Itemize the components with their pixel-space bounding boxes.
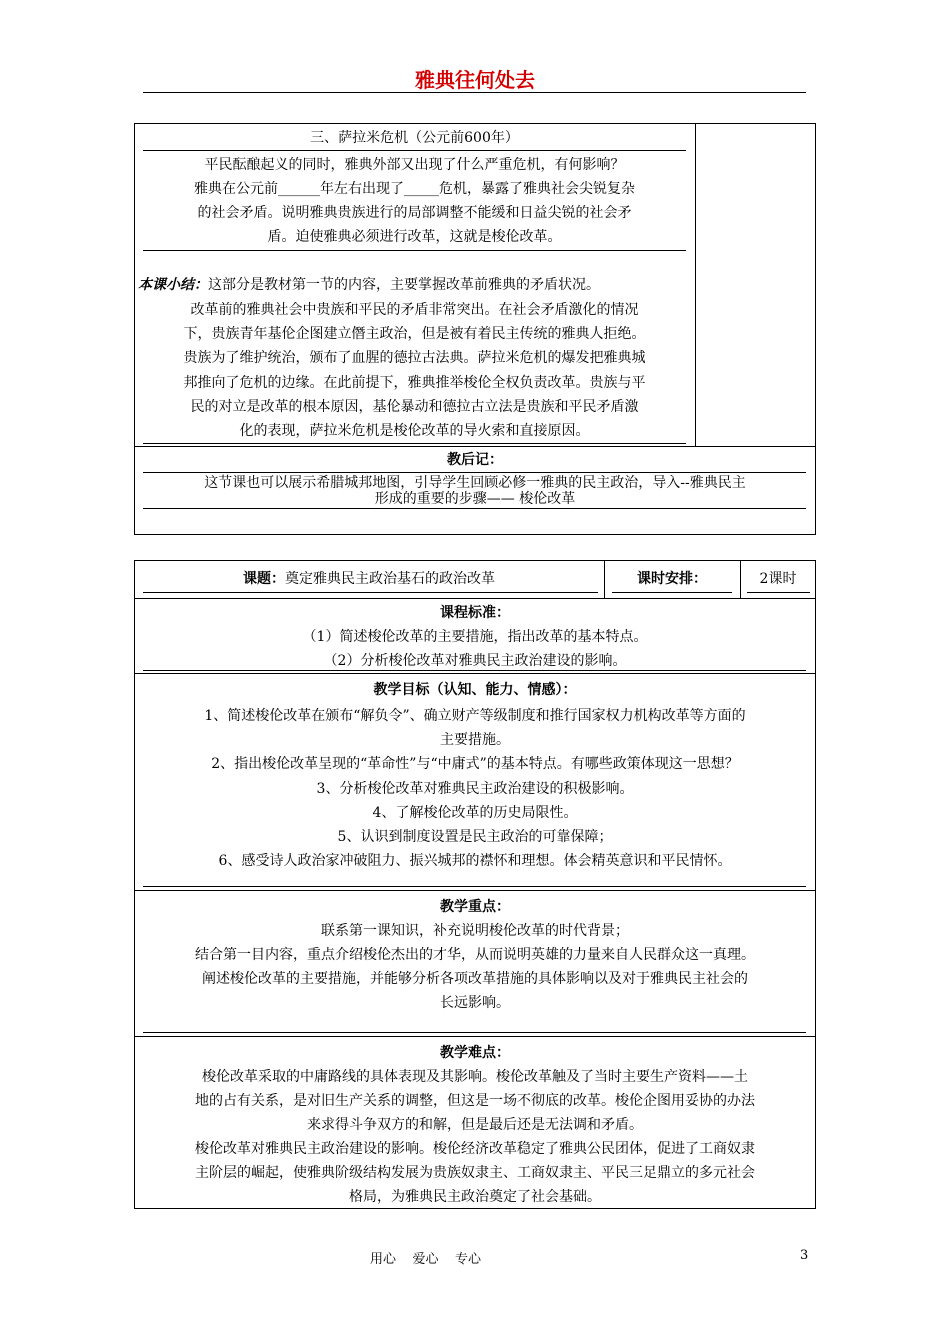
difficulty-item: 来求得斗争双方的和解，但是最后还是无法调和矛盾。 (307, 1117, 643, 1133)
summary-underline (143, 443, 686, 444)
answer-line: 盾。迫使雅典必须进行改革，这就是梭伦改革。 (267, 229, 562, 245)
standards-underline (143, 670, 806, 671)
summary-line: 民的对立是改革的根本原因，基伦暴动和德拉古立法是贵族和平民矛盾激 (190, 399, 639, 415)
objective-item: 4、了解梭伦改革的历史局限性。 (372, 805, 578, 821)
standard-item: （1）简述梭伦改革的主要措施，指出改革的基本特点。 (302, 629, 648, 645)
difficulty-item: 地的占有关系，是对旧生产关系的调整，但这是一场不彻底的改革。梭伦企图用妥协的办法 (195, 1093, 755, 1109)
question-text: 平民酝酿起义的同时，雅典外部又出现了什么严重危机，有何影响？ (204, 157, 625, 173)
objective-item: 6、感受诗人政治家冲破阻力、振兴城邦的襟怀和理想。体会精英意识和平民情怀。 (218, 853, 732, 869)
topic-row-divider (134, 598, 816, 599)
heading-underline (143, 150, 686, 151)
objectives-heading: 教学目标（认知、能力、情感）： (373, 682, 577, 698)
document-title: 雅典往何处去 (415, 68, 535, 92)
topic-value: 奠定雅典民主政治基石的政治改革 (285, 571, 495, 587)
top-table-row-divider (134, 446, 816, 447)
key-point-item: 结合第一目内容，重点介绍梭伦杰出的才华，从而说明英雄的力量来自人民群众这一真理。 (195, 947, 755, 963)
summary-line: 邦推向了危机的边缘。在此前提下，雅典推举梭伦全权负责改革。贵族与平 (183, 375, 646, 391)
objective-item: 主要措施。 (440, 732, 510, 748)
standards-heading: 课程标准： (440, 605, 510, 621)
schedule-label: 课时安排： (637, 571, 707, 587)
summary-first-line (138, 274, 600, 296)
difficulties-heading: 教学难点： (440, 1045, 510, 1061)
reflection-line: 形成的重要的步骤—— 梭伦改革 (374, 491, 576, 507)
difficulty-item: 格局，为雅典民主政治奠定了社会基础。 (349, 1189, 601, 1205)
top-table-column-divider (695, 123, 696, 446)
title-divider (143, 92, 806, 93)
section-heading: 三、萨拉米危机（公元前600年） (310, 130, 519, 146)
schedule-underline (612, 592, 732, 593)
summary-line: 下，贵族青年基伦企图建立僭主政治，但是被有着民主传统的雅典人拒绝。 (183, 326, 646, 342)
key-points-row-divider (134, 1036, 816, 1037)
summary-line: 贵族为了维护统治，颁布了血腥的德拉古法典。萨拉米危机的爆发把雅典城 (183, 350, 646, 366)
objective-item: 2、指出梭伦改革呈现的“革命性”与“中庸式”的基本特点。有哪些政策体现这一思想？ (211, 756, 739, 772)
page-number: 3 (800, 1248, 809, 1263)
difficulty-item: 主阶层的崛起，使雅典阶级结构发展为贵族奴隶主、工商奴隶主、平民三足鼎立的多元社会 (195, 1165, 755, 1181)
reflection-heading: 教后记： (447, 452, 503, 468)
answer-line: 雅典在公元前______年左右出现了_____危机，暴露了雅典社会尖锐复杂 (194, 181, 635, 197)
answer-line: 的社会矛盾。说明雅典贵族进行的局部调整不能缓和日益尖锐的社会矛 (197, 205, 632, 221)
schedule-value: 2课时 (759, 571, 797, 587)
key-points-heading: 教学重点： (440, 899, 510, 915)
objective-item: 1、简述梭伦改革在颁布“解负令”、确立财产等级制度和推行国家权力机构改革等方面的 (204, 708, 746, 724)
difficulty-item: 梭伦改革对雅典民主政治建设的影响。梭伦经济改革稳定了雅典公民团体，促进了工商奴隶 (195, 1141, 755, 1157)
reflection-underline (143, 508, 806, 509)
objectives-underline (143, 886, 806, 887)
objective-item: 5、认识到制度设置是民主政治的可靠保障； (337, 829, 613, 845)
topic-label: 课题： (243, 571, 285, 587)
standard-item: （2）分析梭伦改革对雅典民主政治建设的影响。 (323, 653, 627, 669)
topic-underline (143, 592, 598, 593)
schedule-value-underline (747, 592, 810, 593)
standards-row-divider (134, 673, 816, 674)
footer-motto: 用心 爱心 专心 (370, 1252, 482, 1267)
objective-item: 3、分析梭伦改革对雅典民主政治建设的积极影响。 (316, 781, 634, 797)
answer-underline (143, 250, 686, 251)
key-point-item: 联系第一课知识，补充说明梭伦改革的时代背景； (321, 923, 629, 939)
difficulty-item: 梭伦改革采取的中庸路线的具体表现及其影响。梭伦改革触及了当时主要生产资料——土 (202, 1069, 748, 1085)
summary-text: 这部分是教材第一节的内容，主要掌握改革前雅典的矛盾状况。 (208, 277, 600, 293)
key-points-underline (143, 1032, 806, 1033)
objectives-row-divider (134, 890, 816, 891)
summary-line: 化的表现，萨拉米危机是梭伦改革的导火索和直接原因。 (239, 423, 590, 439)
summary-label: 本课小结： (138, 277, 208, 293)
reflection-line: 这节课也可以展示希腊城邦地图，引导学生回顾必修一雅典的民主政治，导入--雅典民主 (204, 475, 746, 491)
summary-line: 改革前的雅典社会中贵族和平民的矛盾非常突出。在社会矛盾激化的情况 (190, 302, 639, 318)
topic-cell (134, 568, 604, 590)
key-point-item: 阐述梭伦改革的主要措施，并能够分析各项改革措施的具体影响以及对于雅典民主社会的 (202, 971, 748, 987)
key-point-item: 长远影响。 (440, 995, 510, 1011)
